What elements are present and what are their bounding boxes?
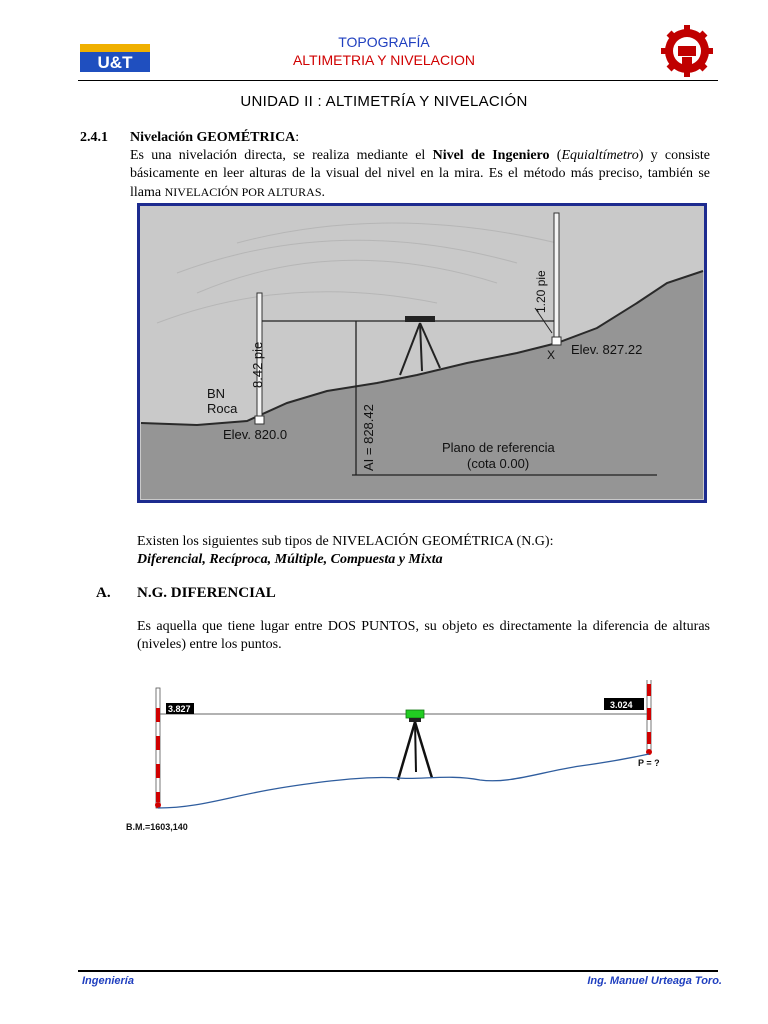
header-title: TOPOGRAFÍA: [338, 34, 430, 50]
faculty-seal-icon: [660, 24, 714, 78]
label-x: X: [547, 348, 556, 362]
subtypes-list: Diferencial, Recíproca, Múltiple, Compuesta y Mixta: [137, 552, 443, 567]
section-title: Nivelación GEOMÉTRICA:: [130, 130, 300, 145]
label-elev1: Elev. 820.0: [223, 427, 288, 442]
p-label: P = ?: [638, 758, 660, 768]
leveling-diagram-photo: [137, 203, 707, 503]
label-120: 1.20 pie: [534, 270, 548, 313]
footer-right: Ing. Manuel Urteaga Toro.: [587, 975, 722, 987]
reading-left: 3.827: [168, 704, 191, 714]
section-a-body: Es aquella que tiene lugar entre DOS PUNTOS, su objeto es directamente la diferencia de alturas (niveles) entre los puntos.: [137, 619, 710, 652]
subtypes-intro: Existen los siguientes sub tipos de NIVELACIÓN GEOMÉTRICA (N.G):: [137, 534, 554, 549]
header-rule: [78, 80, 718, 81]
bm-label: B.M.=1603,140: [126, 822, 188, 832]
label-ai: AI = 828.42: [361, 404, 376, 471]
section-a-letter: A.: [96, 585, 111, 601]
label-elev2: Elev. 827.22: [571, 342, 643, 357]
reading-right: 3.024: [610, 700, 633, 710]
footer-left: Ingeniería: [82, 975, 134, 987]
section-paragraph: Es una nivelación directa, se realiza mediante el Nivel de Ingeniero (Equialtímetro) y consiste básicamente en leer alturas de la visual del nivel en la mira. Es el método más preciso, también se llama NIVELACIÓN POR ALTURAS.: [130, 148, 711, 200]
section-a-title: N.G. DIFERENCIAL: [137, 585, 276, 601]
right-leveling-rod: [646, 680, 652, 755]
label-roca: Roca: [207, 401, 238, 416]
level-instrument-icon: [398, 710, 432, 780]
label-cota: (cota 0.00): [467, 456, 530, 471]
label-bn: BN: [207, 386, 226, 401]
footer-rule: [78, 970, 718, 972]
section-number: 2.4.1: [80, 130, 108, 145]
differential-leveling-diagram: [120, 680, 680, 840]
label-plano: Plano de referencia: [442, 440, 555, 455]
unit-title: UNIDAD II : ALTIMETRÍA Y NIVELACIÓN: [240, 93, 528, 110]
left-leveling-rod: [155, 688, 161, 808]
label-842: 8.42 pie: [250, 341, 265, 388]
header-subtitle: ALTIMETRIA Y NIVELACION: [292, 52, 476, 68]
logo-text: U&T: [97, 53, 133, 72]
